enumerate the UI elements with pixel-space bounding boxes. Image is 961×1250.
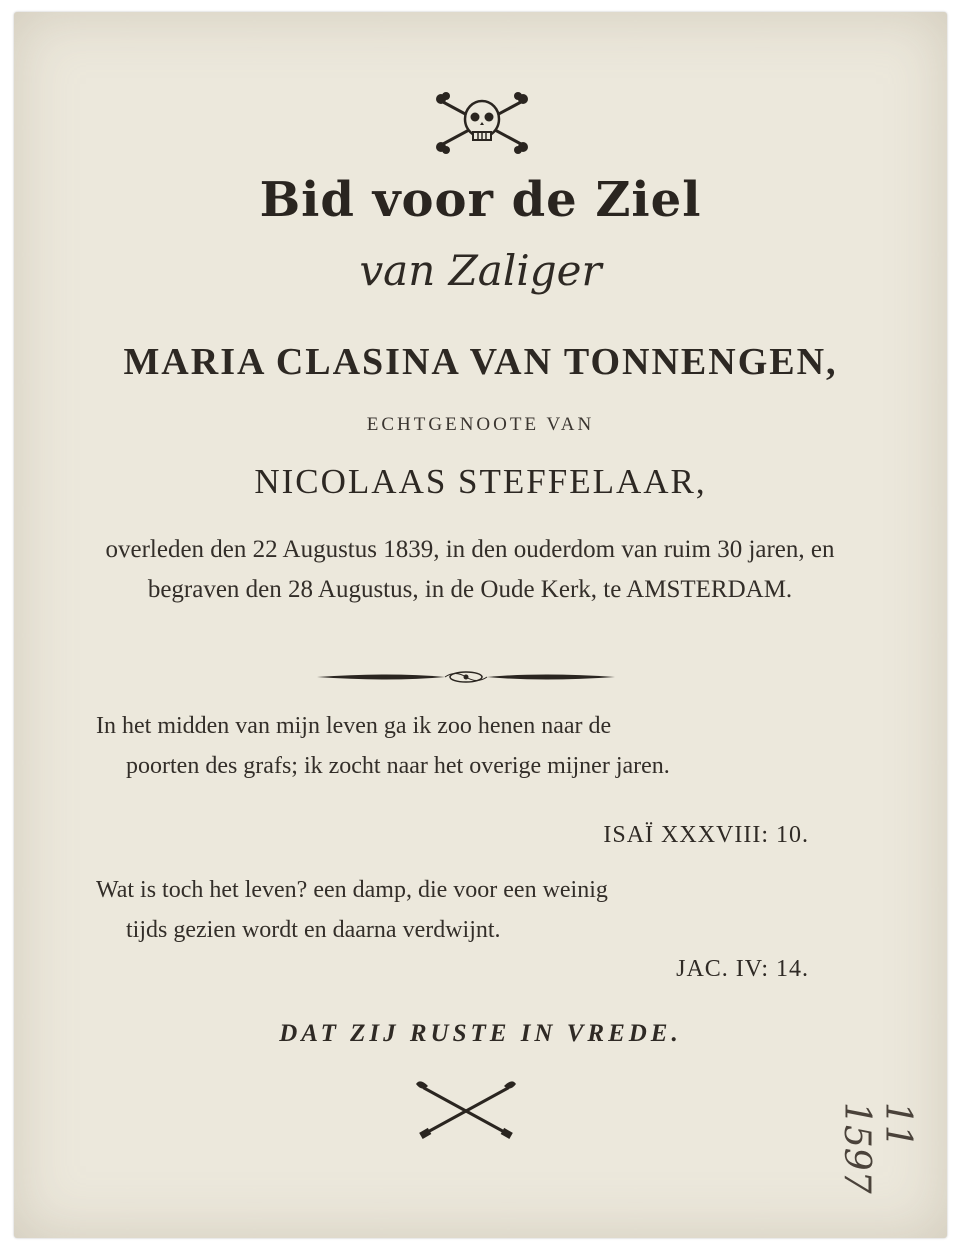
handwritten-inventory-number: 11 1597	[836, 1102, 918, 1194]
verse-isaiah	[96, 706, 840, 786]
card-subtitle: van Zaliger	[359, 246, 602, 295]
verse-james-rest: tijds gezien wordt en daarna verdwijnt.	[126, 917, 501, 943]
verse-isaiah-reference: ISAÏ XXXVIII: 10.	[603, 822, 809, 848]
death-details: overleden den 22 Augustus 1839, in den ouderdom van ruim 30 jaren, en begraven den 28 Augustus, in de Oude Kerk, te AMSTERDAM.	[105, 536, 835, 603]
ornamental-divider-icon	[315, 668, 617, 686]
spouse-of-label: ECHTGENOOTE VAN	[366, 414, 595, 435]
verse-james-first-line: Wat is toch het leven? een damp, die voor een weinig	[96, 877, 608, 903]
inverted-torches-icon	[410, 1080, 522, 1144]
verse-isaiah-rest: poorten des grafs; ik zocht naar het overige mijner jaren.	[126, 753, 670, 779]
card-title: Bid voor de Ziel	[259, 172, 702, 228]
verse-james	[96, 870, 840, 950]
closing-line: DAT ZIJ RUSTE IN VREDE.	[279, 1020, 682, 1047]
deceased-name: MARIA CLASINA VAN TONNENGEN,	[123, 341, 838, 383]
skull-crossbones-icon	[433, 92, 531, 154]
verse-isaiah-first-line: In het midden van mijn leven ga ik zoo henen naar de	[96, 713, 612, 739]
spouse-name: NICOLAAS STEFFELAAR,	[254, 462, 707, 501]
verse-james-reference: JAC. IV: 14.	[676, 956, 809, 982]
